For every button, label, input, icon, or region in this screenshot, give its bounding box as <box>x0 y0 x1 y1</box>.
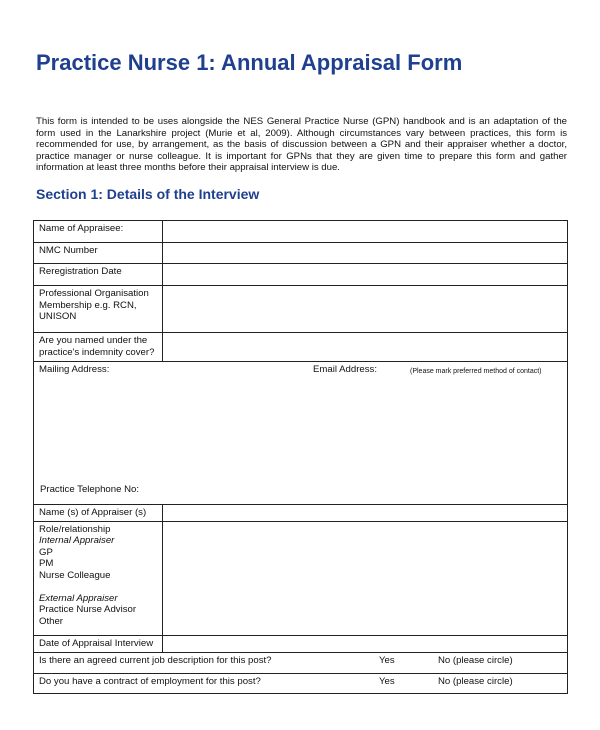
yes-option[interactable]: Yes <box>379 675 395 687</box>
field-prof-org[interactable] <box>163 286 568 333</box>
label-indemnity <box>34 333 163 362</box>
field-nmc[interactable] <box>163 243 568 264</box>
label-nmc: NMC Number <box>34 243 163 264</box>
role-label: Role/relationship <box>39 523 111 535</box>
option-pm: PM <box>39 558 54 570</box>
label-phone: Practice Telephone No: <box>40 484 140 496</box>
prof-line: UNISON <box>39 311 77 323</box>
label-role <box>34 521 163 635</box>
jobdesc-row <box>34 652 568 673</box>
section-heading: Section 1: Details of the Interview <box>36 186 260 202</box>
field-role[interactable] <box>163 521 568 635</box>
external-label: External Appraiser <box>39 592 118 604</box>
option-pna: Practice Nurse Advisor <box>39 604 137 616</box>
prof-line: Professional Organisation <box>39 288 149 299</box>
contract-question: Do you have a contract of employment for this post? <box>39 675 261 687</box>
indem-line: Are you named under the <box>39 335 148 346</box>
jobdesc-question: Is there an agreed current job description for this post? <box>39 654 272 666</box>
contact-cell[interactable] <box>34 362 568 505</box>
field-date[interactable] <box>163 635 568 652</box>
indem-line: practice's indemnity cover? <box>39 346 155 358</box>
no-option[interactable]: No (please circle) <box>438 654 513 666</box>
option-nurse-colleague: Nurse Colleague <box>39 569 111 581</box>
page-title: Practice Nurse 1: Annual Appraisal Form <box>36 50 463 75</box>
option-other: Other <box>39 615 63 627</box>
field-name[interactable] <box>163 221 568 243</box>
internal-label: Internal Appraiser <box>39 535 115 547</box>
yes-option[interactable]: Yes <box>379 654 395 666</box>
field-indemnity[interactable] <box>163 333 568 362</box>
label-prof-org <box>34 286 163 333</box>
label-date: Date of Appraisal Interview <box>34 635 163 652</box>
field-rereg[interactable] <box>163 264 568 286</box>
no-option[interactable]: No (please circle) <box>438 675 513 687</box>
label-email: Email Address: <box>313 364 377 375</box>
label-appraiser: Name (s) of Appraiser (s) <box>34 505 163 522</box>
option-gp: GP <box>39 546 53 558</box>
prof-line: Membership e.g. RCN, <box>39 299 137 311</box>
label-rereg: Reregistration Date <box>34 264 163 286</box>
interview-details-table <box>33 220 568 694</box>
label-name: Name of Appraisee: <box>34 221 163 243</box>
label-mailing: Mailing Address: <box>39 364 110 375</box>
contract-row <box>34 673 568 693</box>
intro-paragraph: This form is intended to be uses alongside the NES General Practice Nurse (GPN) handbook and is an adaptation of the form used in the Lanarkshire project (Murie et al, 2009). Although circumstances vary between practices, this form is recommended for use, by arrangement, as the basis of discussion between a GPN and their appraiser whether a doctor, practice manager or nurse colleague. It is important for GPNs that they are given time to prepare this form and gather information at least three months before their appraisal interview is due. <box>36 116 567 174</box>
field-appraiser[interactable] <box>163 505 568 522</box>
contact-note: (Please mark preferred method of contact) <box>410 368 542 375</box>
